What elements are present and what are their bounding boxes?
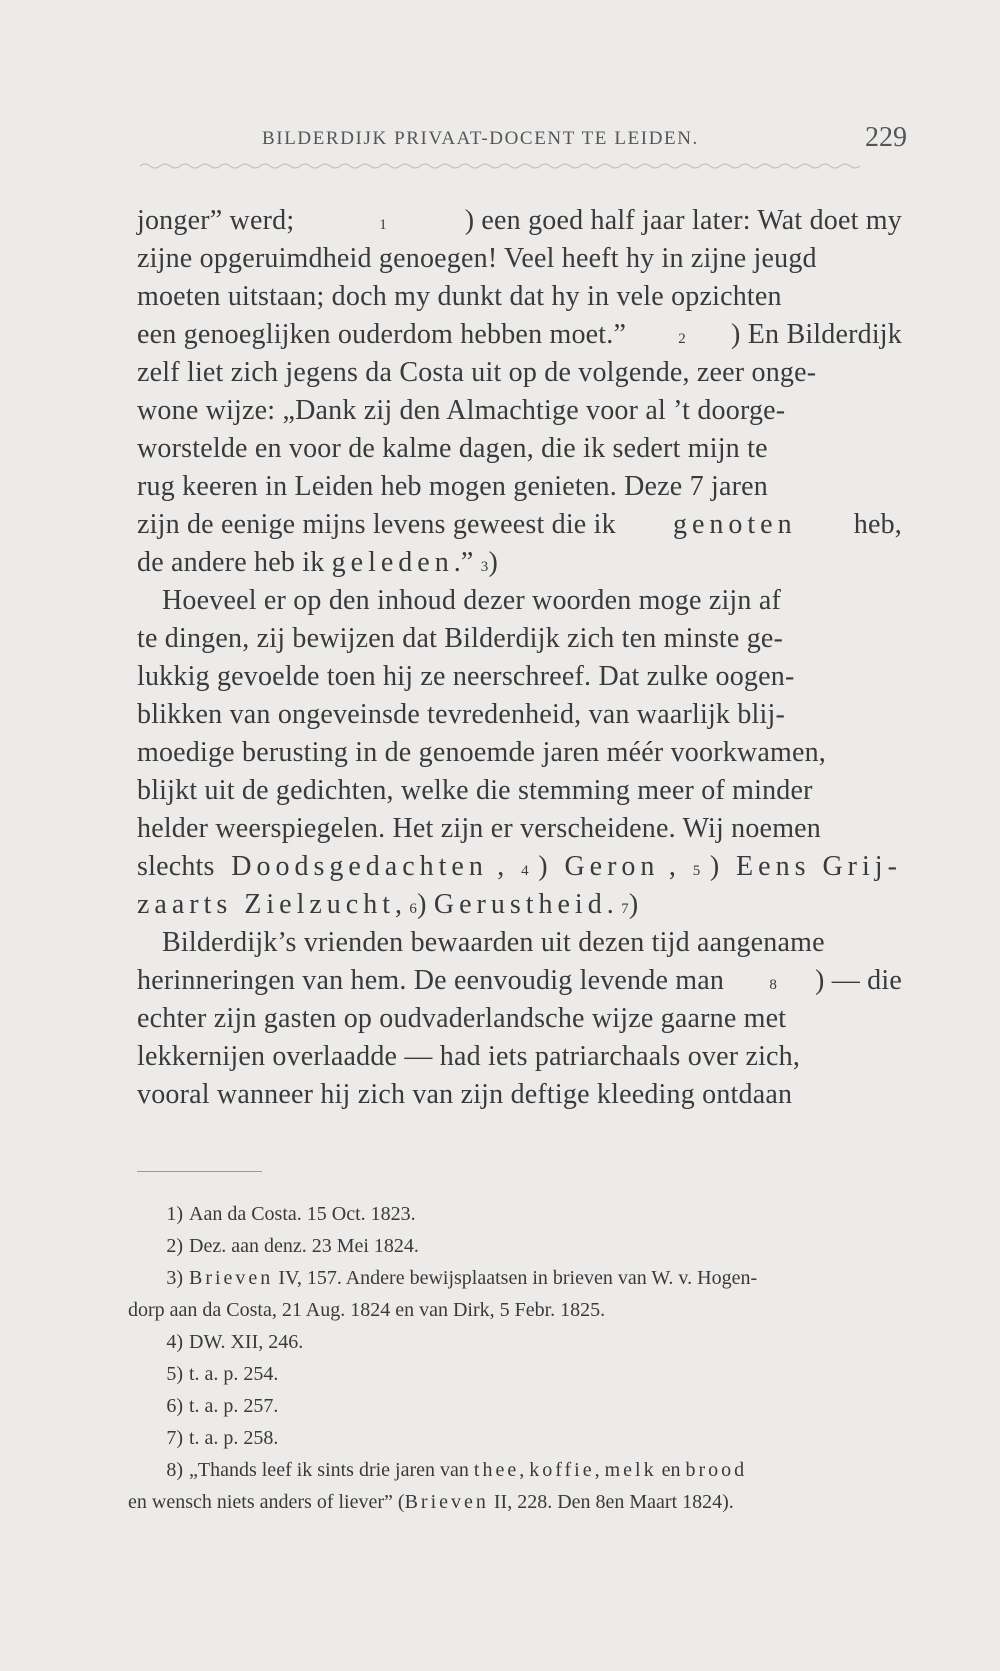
text-span: blikken van ongeveinsde tevredenheid, van waarlijk blij-: [137, 699, 785, 730]
footnote-line: [128, 1203, 893, 1235]
text-line: zaarts Zielzucht , 6 ) Gerustheid . 7 ): [137, 889, 639, 920]
text-span: t. a. p. 258.: [189, 1427, 279, 1449]
text-span: ,: [594, 1459, 605, 1481]
text-line: [137, 623, 902, 661]
text-line: [137, 1003, 902, 1041]
spaced-text: zaarts Zielzucht: [137, 889, 396, 920]
text-span: II, 228. Den 8en Maart 1824).: [488, 1491, 734, 1513]
text-line: jonger” werd; 1 ) een goed half jaar later: Wat doet my: [137, 205, 902, 236]
footnote-number: 7): [166, 1427, 183, 1449]
text-span: en wensch niets anders of liever” (: [128, 1491, 405, 1513]
text-span: moedige berusting in de genoemde jaren méér voorkwamen,: [137, 737, 826, 768]
text-span: lekkernijen overlaadde — had iets patriarchaals over zich,: [137, 1041, 801, 1072]
text-line: [137, 927, 902, 965]
text-line: de andere heb ik geleden .” 3 ): [137, 547, 498, 578]
spaced-text: Brieven: [189, 1267, 274, 1289]
text-line: [137, 813, 902, 851]
spaced-text: Gerustheid: [433, 889, 607, 920]
page-header: [0, 122, 1000, 168]
text-span: DW. XII, 246.: [189, 1331, 304, 1353]
text-span: te dingen, zij bewijzen dat Bilderdijk zich ten minste ge-: [137, 623, 784, 654]
footnote-line: [128, 1299, 893, 1331]
footnote-number: 4): [166, 1331, 183, 1353]
text-span: „Thands leef ik sints drie jaren van: [189, 1459, 474, 1481]
spaced-text: melk: [604, 1459, 657, 1481]
text-span: ): [417, 889, 434, 920]
text-span: dorp aan da Costa, 21 Aug. 1824 en van Dirk, 5 Febr. 1825.: [128, 1299, 606, 1321]
text-span: ,: [519, 1459, 530, 1481]
running-head: BILDERDIJK PRIVAAT-DOCENT TE LEIDEN.: [262, 128, 699, 149]
text-span: .: [606, 889, 622, 920]
footnote-number: 8): [166, 1459, 183, 1481]
text-line: [137, 775, 902, 813]
text-span: herinneringen van hem. De eenvoudig levende man: [137, 965, 732, 996]
footnote-line: [128, 1235, 893, 1267]
text-span: Bilderdijk’s vrienden bewaarden uit dezen tijd aangename: [162, 927, 825, 958]
text-line: slechts Doodsgedachten , 4 ) Geron , 5 ) Eens Grij-: [137, 851, 902, 882]
text-line: [137, 471, 902, 509]
text-span: Aan da Costa. 15 Oct. 1823.: [189, 1203, 416, 1225]
spaced-text: genoten: [672, 509, 797, 540]
text-span: jonger” werd;: [137, 205, 302, 236]
spaced-text: geleden: [331, 547, 454, 578]
text-span: blijkt uit de gedichten, welke die stemming meer of minder: [137, 775, 813, 806]
footnote-line: [128, 1363, 893, 1395]
text-span: ): [628, 889, 639, 920]
text-span: zijne opgeruimdheid genoegen! Veel heeft hy in zijne jeugd: [137, 243, 817, 274]
text-line: [137, 395, 902, 433]
text-span: Hoeveel er op den inhoud dezer woorden moge zijn af: [162, 585, 781, 616]
text-span: IV, 157. Andere bewijsplaatsen in brieven van W. v. Hogen-: [273, 1267, 758, 1289]
footnotes: [128, 1203, 893, 1523]
text-span: slechts: [137, 851, 222, 882]
footnote-line: [128, 1331, 893, 1363]
footnote-number: 3): [166, 1267, 183, 1289]
text-span: ) En Bilderdijk: [731, 319, 902, 350]
text-line: een genoeglijken ouderdom hebben moet.” 2 ) En Bilderdijk: [137, 319, 902, 350]
text-line: [137, 281, 902, 319]
text-span: .”: [453, 547, 481, 578]
text-span: Dez. aan denz. 23 Mei 1824.: [189, 1235, 419, 1257]
text-line: [137, 1079, 902, 1117]
text-line: [137, 737, 902, 775]
text-span: de andere heb ik: [137, 547, 332, 578]
spaced-text: Geron: [564, 851, 660, 882]
footnote-line: [128, 1267, 893, 1299]
text-span: t. a. p. 257.: [189, 1395, 279, 1417]
footnote-number: 5): [166, 1363, 183, 1385]
spaced-text: Doodsgedachten: [231, 851, 488, 882]
text-span: echter zijn gasten op oudvaderlandsche wijze gaarne met: [137, 1003, 787, 1034]
footnote-number: 2): [166, 1235, 183, 1257]
text-line: [137, 585, 902, 623]
text-span: t. a. p. 254.: [189, 1363, 279, 1385]
text-span: vooral wanneer hij zich van zijn deftige kleeding ontdaan: [137, 1079, 793, 1110]
text-line: [137, 661, 902, 699]
text-line: [137, 509, 902, 547]
spaced-text: Eens Grij-: [736, 851, 902, 882]
text-span: zelf liet zich jegens da Costa uit op de volgende, zeer onge-: [137, 357, 817, 388]
text-span: lukkig gevoelde toen hij ze neerschreef. Dat zulke oogen-: [137, 661, 795, 692]
page-number: 229: [865, 122, 907, 153]
text-span: ,: [668, 851, 684, 882]
body-text: [137, 205, 902, 1117]
text-span: helder weerspiegelen. Het zijn er verscheidene. Wij noemen: [137, 813, 821, 844]
text-span: worstelde en voor de kalme dagen, die ik sedert mijn te: [137, 433, 768, 464]
text-line: herinneringen van hem. De eenvoudig levende man 8 ) — die: [137, 965, 902, 996]
text-span: een genoeglijken ouderdom hebben moet.”: [137, 319, 634, 350]
footnote-number: 6): [166, 1395, 183, 1417]
text-span: ): [709, 851, 727, 882]
text-span: heb,: [846, 509, 902, 540]
text-span: ) — die: [815, 965, 902, 996]
text-span: wone wijze: „Dank zij den Almachtige voor al ’t doorge-: [137, 395, 786, 426]
header-wavy-rule: [140, 162, 860, 170]
text-span: ): [538, 851, 556, 882]
text-span: ,: [497, 851, 512, 882]
footnote-number: 1): [166, 1203, 183, 1225]
footnote-line: [128, 1491, 893, 1523]
footnote-line: [128, 1427, 893, 1459]
text-span: ,: [395, 889, 410, 920]
text-line: [137, 433, 902, 471]
text-line: [137, 1041, 902, 1079]
footnote-line: [128, 1395, 893, 1427]
spaced-text: koffie: [529, 1459, 595, 1481]
text-line: [137, 357, 902, 395]
text-span: ) een goed half jaar later: Wat doet my: [464, 205, 902, 236]
text-span: ): [488, 547, 498, 578]
footnote-line: [128, 1459, 893, 1491]
spaced-text: thee: [473, 1459, 520, 1481]
text-span: rug keeren in Leiden heb mogen genieten. Deze 7 jaren: [137, 471, 768, 502]
spaced-text: brood: [685, 1459, 748, 1481]
text-span: en: [656, 1459, 686, 1481]
text-span: zijn de eenige mijns levens geweest die ik: [137, 509, 624, 540]
text-line: [137, 699, 902, 737]
footnote-separator: [137, 1171, 262, 1172]
spaced-text: Brieven: [404, 1491, 489, 1513]
text-line: [137, 243, 902, 281]
text-span: moeten uitstaan; doch my dunkt dat hy in vele opzichten: [137, 281, 782, 312]
